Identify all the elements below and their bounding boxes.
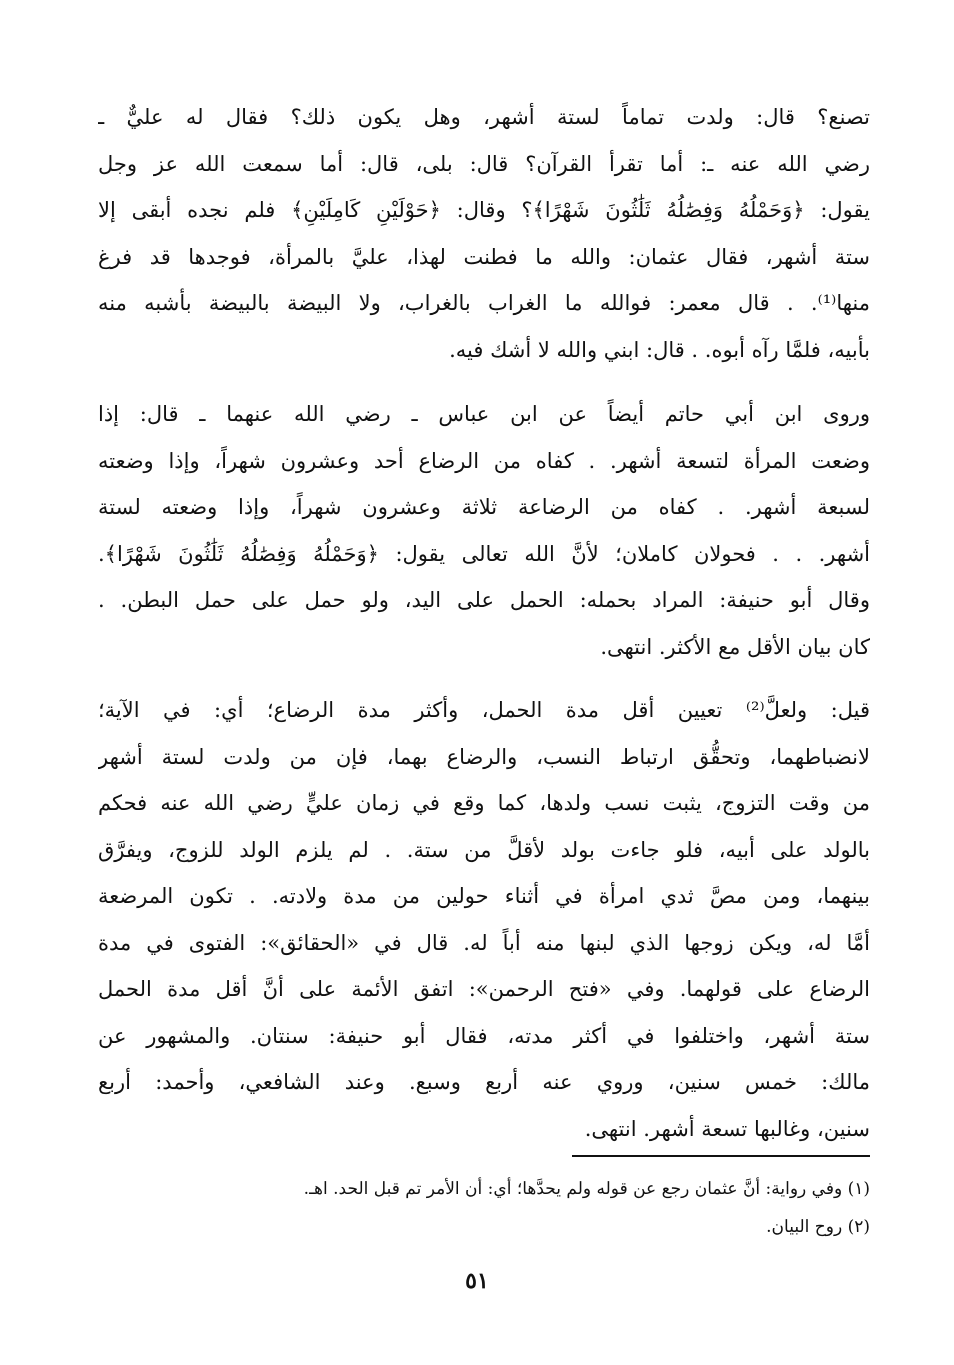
paragraph-line: رضي الله عنه ـ: أما تقرأ القرآن؟ قال: بلى، قال: أما سمعت الله عز وجل (98, 151, 870, 176)
paragraph-line: أشهر. . . فحولان كاملان؛ لأنَّ الله تعالى يقول: ﴿وَحَمْلُهُ وَفِصَٰلُهُ ثَلَٰثُونَ شَهْرًا﴾. (98, 541, 870, 566)
footnote-2: (٢) روح البيان. (766, 1217, 870, 1237)
page-number: ٥١ (465, 1268, 489, 1294)
paragraph-1 (98, 94, 870, 373)
paragraph-2 (98, 391, 870, 670)
paragraph-line: تصنع؟ قال: ولدت تماماً لستة أشهر، وهل يكون ذلك؟ فقال له عليٌّ ـ (98, 105, 870, 129)
paragraph-line: وضعت المرأة لتسعة أشهر. . كفاه من الرضاع أحد وعشرون شهراً، وإذا وضعته (98, 448, 870, 473)
footnotes (98, 1170, 870, 1246)
paragraph-line: بالولد على أبيه، فلو جاءت بولد لأقلَّ من ستة. . لم يلزم الولد للزوج، ويفرَّق (98, 837, 870, 862)
paragraph-line: أمَّا له، ويكن زوجها الذي لبنها منه أباً له. قال في «الحقائق»: الفتوى في مدة (98, 930, 870, 955)
paragraph-line: مالك: خمس سنين، وروي عنه أربع وسبع. وعند الشافعي، وأحمد: أربع (98, 1070, 870, 1094)
paragraph-line: لسبعة أشهر. . كفاه من الرضاعة ثلاثة وعشرون شهراً، وإذا وضعته لستة (98, 495, 870, 519)
paragraph-line: ستة أشهر، واختلفوا في أكثر مدته، فقال أبو حنيفة: سنتان. والمشهور عن (98, 1023, 870, 1048)
paragraph-3 (98, 687, 870, 1152)
paragraph-line: وقال أبو حنيفة: المراد بحمله: الحمل على اليد، ولو حمل على حمل البطن. . (98, 588, 870, 612)
paragraph-line: من وقت التزوج، يثبت نسب ولدها، كما وقع في زمان عليٍّ رضي الله عنه فحكم (98, 791, 870, 815)
paragraph-line: سنين، وغالبها تسعة أشهر. انتهى. (584, 1116, 870, 1141)
paragraph-line: ستة أشهر، فقال عثمان: والله ما فطنت لهذا، عليَّ بالمرأة، فوجدها قد فرغ (98, 244, 870, 269)
paragraph-line: وروى ابن أبي حاتم أيضاً عن ابن عباس ـ رضي الله عنهما ـ قال: إذا (98, 402, 870, 426)
paragraph-line: لانضباطهما، وتحقُّق ارتباط النسب، والرضاع بهما، فإن من ولدت لستة أشهر (98, 744, 870, 769)
paragraph-line: كان بيان الأقل مع الأكثر. انتهى. (600, 634, 870, 659)
paragraph-line: يقول: ﴿وَحَمْلُهُ وَفِصَٰلُهُ ثَلَٰثُونَ شَهْرًا﴾؟ وقال: ﴿حَوْلَيْنِ كَامِلَيْنِ﴾ فلم نجده أبقى إلا (98, 198, 870, 222)
footnote-divider (572, 1155, 870, 1157)
paragraph-line: منها⁽¹⁾. . قال معمر: فوالله ما الغراب بالغراب، ولا البيضة بالبيضة بأشبه منه (98, 291, 870, 315)
paragraph-line: الرضاع على قولهما. وفي «فتح الرحمن»: اتفق الأئمة على أنَّ أقل مدة الحمل (98, 977, 870, 1001)
paragraph-line: بينهما، ومن مصَّ ثدي امرأة في أثناء حولين من مدة ولادته. . تكون المرضعة (98, 884, 870, 908)
footnote-1: (١) وفي رواية: أنَّ عثمان رجع عن قوله ولم يحدَّها؛ أي: أن الأمر تم قبل الحد. اهـ. (303, 1179, 870, 1199)
paragraph-line: قيل: ولعلَّ⁽²⁾ تعيين أقل مدة الحمل، وأكثر مدة الرضاع؛ أي: في الآية؛ (98, 698, 870, 722)
paragraph-line: بأبيه، فلمَّا رآه أبوه. . قال: ابني والله لا أشك فيه. (449, 337, 870, 362)
